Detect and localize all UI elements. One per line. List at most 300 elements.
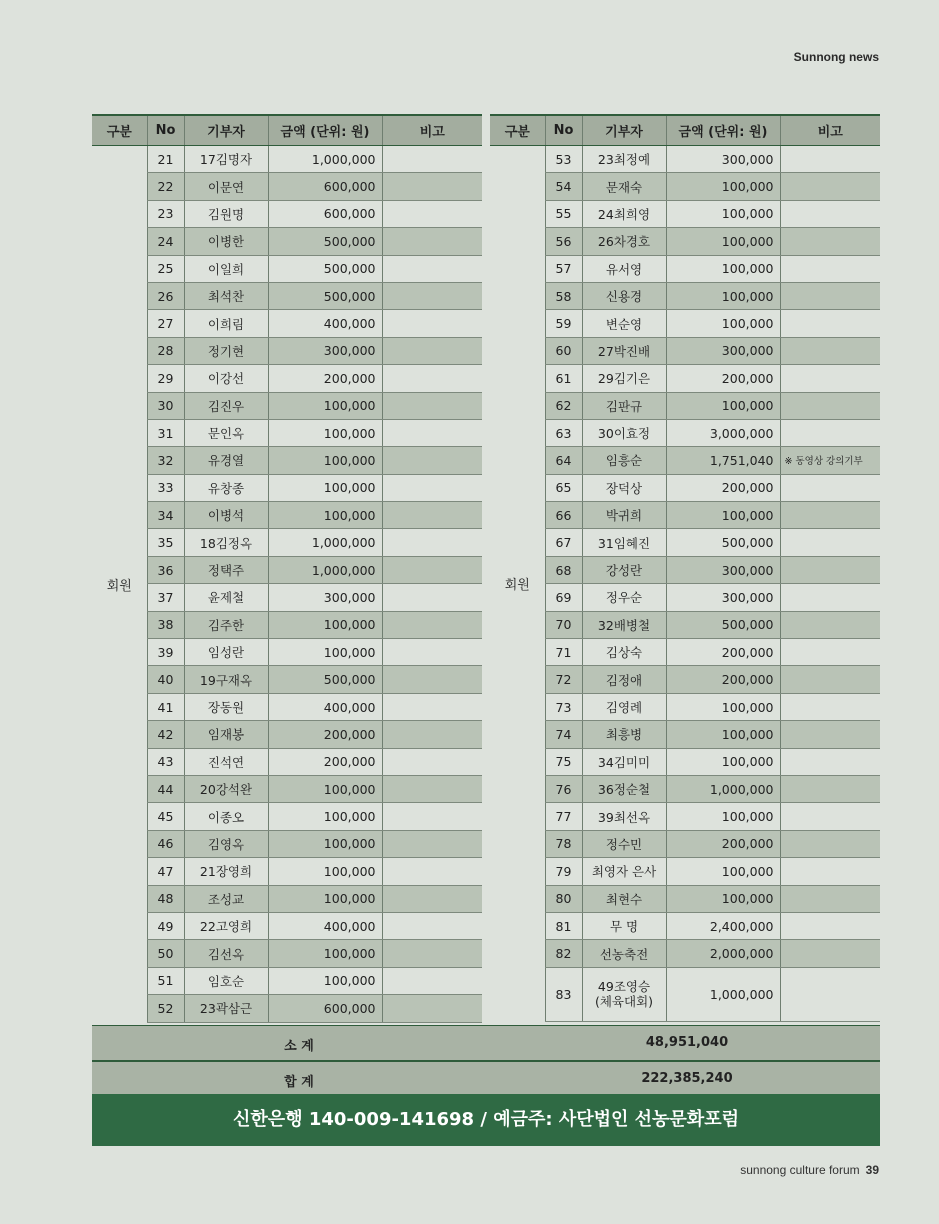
table-row	[92, 830, 482, 857]
row-number: 67	[545, 529, 582, 556]
donation-amount: 500,000	[666, 529, 780, 556]
row-number: 32	[147, 447, 184, 474]
note-cell	[382, 721, 482, 748]
row-number: 40	[147, 666, 184, 693]
donation-amount: 200,000	[666, 474, 780, 501]
note-cell	[382, 995, 482, 1022]
donation-amount: 100,000	[268, 858, 382, 885]
donation-amount: 1,000,000	[268, 146, 382, 173]
row-number: 34	[147, 502, 184, 529]
table-row	[92, 392, 482, 419]
note-cell	[382, 228, 482, 255]
donation-amount: 600,000	[268, 173, 382, 200]
row-number: 48	[147, 885, 184, 912]
donor-name: 임흥순	[582, 447, 666, 474]
table-row	[92, 885, 482, 912]
note-cell	[780, 365, 880, 392]
row-number: 60	[545, 337, 582, 364]
donation-amount: 400,000	[268, 693, 382, 720]
row-number: 26	[147, 282, 184, 309]
row-number: 77	[545, 803, 582, 830]
table-row	[490, 912, 880, 939]
donation-amount: 1,000,000	[666, 967, 780, 1021]
donation-amount: 400,000	[268, 912, 382, 939]
donor-name: 정우순	[582, 584, 666, 611]
table-row	[92, 611, 482, 638]
table-row	[490, 365, 880, 392]
row-number: 22	[147, 173, 184, 200]
donation-amount: 500,000	[666, 611, 780, 638]
donation-amount: 300,000	[666, 146, 780, 173]
table-row	[92, 173, 482, 200]
donation-table-right	[490, 114, 880, 1022]
donor-name: 김영옥	[184, 830, 268, 857]
donation-amount: 500,000	[268, 282, 382, 309]
table-header-row	[92, 115, 482, 146]
row-number: 25	[147, 255, 184, 282]
donation-amount: 3,000,000	[666, 419, 780, 446]
donor-name: 21장영희	[184, 858, 268, 885]
total-row	[92, 1060, 880, 1096]
table-row	[92, 365, 482, 392]
table-row	[92, 775, 482, 802]
table-row	[92, 584, 482, 611]
donor-name: 정기현	[184, 337, 268, 364]
row-number: 72	[545, 666, 582, 693]
col-donor: 기부자	[582, 115, 666, 146]
donation-amount: 200,000	[666, 639, 780, 666]
donor-name: 김주한	[184, 611, 268, 638]
donation-amount: 1,000,000	[268, 529, 382, 556]
donor-name: 36정순철	[582, 775, 666, 802]
note-cell	[382, 419, 482, 446]
donation-amount: 500,000	[268, 228, 382, 255]
table-row	[490, 639, 880, 666]
donor-name: 이병석	[184, 502, 268, 529]
table-row	[490, 337, 880, 364]
note-cell	[780, 748, 880, 775]
page-number: 39	[865, 1163, 879, 1177]
table-row	[92, 912, 482, 939]
table-row	[92, 474, 482, 501]
note-cell	[780, 721, 880, 748]
row-number: 54	[545, 173, 582, 200]
row-number: 24	[147, 228, 184, 255]
donation-amount: 2,400,000	[666, 912, 780, 939]
donation-amount: 100,000	[666, 173, 780, 200]
note-cell	[780, 830, 880, 857]
donation-amount: 100,000	[666, 721, 780, 748]
row-number: 65	[545, 474, 582, 501]
table-row	[490, 885, 880, 912]
row-number: 82	[545, 940, 582, 967]
donor-name: 김영례	[582, 693, 666, 720]
donor-name: 신용경	[582, 282, 666, 309]
table-row	[490, 392, 880, 419]
donation-amount: 200,000	[268, 721, 382, 748]
note-cell	[780, 419, 880, 446]
donor-name: 20강석완	[184, 775, 268, 802]
col-donor: 기부자	[184, 115, 268, 146]
note-cell	[382, 474, 482, 501]
donation-amount: 600,000	[268, 995, 382, 1022]
col-amount: 금액 (단위: 원)	[268, 115, 382, 146]
note-cell	[780, 502, 880, 529]
row-number: 49	[147, 912, 184, 939]
donor-name: 정수민	[582, 830, 666, 857]
note-cell	[382, 556, 482, 583]
note-cell	[780, 967, 880, 1021]
donation-amount: 1,751,040	[666, 447, 780, 474]
donor-name: 정택주	[184, 556, 268, 583]
row-number: 33	[147, 474, 184, 501]
total-value: 222,385,240	[641, 1071, 733, 1086]
row-number: 36	[147, 556, 184, 583]
table-row	[490, 775, 880, 802]
donor-name: 김상숙	[582, 639, 666, 666]
note-cell	[382, 337, 482, 364]
table-row	[92, 447, 482, 474]
donor-name: 장동원	[184, 693, 268, 720]
table-row	[92, 639, 482, 666]
note-cell	[382, 611, 482, 638]
subtotal-label: 소 계	[284, 1039, 314, 1054]
donor-name: 39최선옥	[582, 803, 666, 830]
note-cell	[780, 693, 880, 720]
table-row	[92, 995, 482, 1022]
table-row	[490, 502, 880, 529]
note-cell	[382, 775, 482, 802]
table-row	[92, 502, 482, 529]
row-number: 55	[545, 200, 582, 227]
donation-amount: 400,000	[268, 310, 382, 337]
subtotal-value: 48,951,040	[645, 1035, 729, 1050]
donation-amount: 100,000	[268, 885, 382, 912]
note-cell	[780, 803, 880, 830]
donation-amount: 100,000	[666, 885, 780, 912]
table-row	[92, 146, 482, 173]
note-cell	[780, 639, 880, 666]
row-number: 35	[147, 529, 184, 556]
donation-amount: 300,000	[268, 337, 382, 364]
donor-name: 24최희영	[582, 200, 666, 227]
table-row	[490, 967, 880, 1021]
donor-name: 이일희	[184, 255, 268, 282]
table-row	[92, 200, 482, 227]
donor-name: 22고영희	[184, 912, 268, 939]
row-number: 41	[147, 693, 184, 720]
note-cell	[382, 748, 482, 775]
donation-amount: 100,000	[666, 748, 780, 775]
row-number: 69	[545, 584, 582, 611]
donation-amount: 300,000	[666, 584, 780, 611]
row-number: 37	[147, 584, 184, 611]
row-number: 78	[545, 830, 582, 857]
row-number: 56	[545, 228, 582, 255]
donation-amount: 600,000	[268, 200, 382, 227]
donor-name: 장덕상	[582, 474, 666, 501]
donor-name: 김진우	[184, 392, 268, 419]
note-cell	[780, 666, 880, 693]
row-number: 74	[545, 721, 582, 748]
note-cell	[382, 940, 482, 967]
note-cell	[382, 282, 482, 309]
donation-amount: 100,000	[268, 474, 382, 501]
table-row	[92, 721, 482, 748]
category-cell: 회원	[106, 578, 132, 594]
donor-name: 진석연	[184, 748, 268, 775]
table-row	[490, 146, 880, 173]
table-row	[490, 748, 880, 775]
row-number: 73	[545, 693, 582, 720]
table-row	[92, 693, 482, 720]
row-number: 71	[545, 639, 582, 666]
row-number: 52	[147, 995, 184, 1022]
donation-amount: 100,000	[268, 502, 382, 529]
donation-amount: 1,000,000	[666, 775, 780, 802]
donor-name: 이문연	[184, 173, 268, 200]
note-cell: ※ 동영상 강의기부	[780, 447, 880, 474]
donation-amount: 200,000	[666, 830, 780, 857]
donation-amount: 100,000	[268, 803, 382, 830]
note-cell	[780, 940, 880, 967]
table-row	[92, 556, 482, 583]
donor-name: 최흥병	[582, 721, 666, 748]
donation-amount: 100,000	[666, 803, 780, 830]
donation-amount: 100,000	[666, 282, 780, 309]
table-row	[490, 282, 880, 309]
row-number: 50	[147, 940, 184, 967]
table-row	[490, 858, 880, 885]
col-note: 비고	[382, 115, 482, 146]
donation-amount: 100,000	[666, 858, 780, 885]
note-cell	[382, 365, 482, 392]
donation-amount: 300,000	[666, 337, 780, 364]
donor-name: 23곽삼근	[184, 995, 268, 1022]
row-number: 21	[147, 146, 184, 173]
table-row	[92, 748, 482, 775]
col-no: No	[545, 115, 582, 146]
donor-name: 이병한	[184, 228, 268, 255]
donor-name	[582, 967, 666, 1021]
table-row	[490, 173, 880, 200]
donation-amount: 100,000	[268, 967, 382, 994]
row-number: 76	[545, 775, 582, 802]
table-row	[490, 447, 880, 474]
note-cell	[382, 858, 482, 885]
col-no: No	[147, 115, 184, 146]
note-cell	[780, 584, 880, 611]
table-row	[490, 529, 880, 556]
donor-name: 김선옥	[184, 940, 268, 967]
donation-amount: 500,000	[268, 255, 382, 282]
donor-name: 34김미미	[582, 748, 666, 775]
bank-account-banner: 신한은행 140-009-141698 / 예금주: 사단법인 선농문화포럼	[92, 1094, 880, 1146]
table-row	[490, 556, 880, 583]
note-cell	[382, 173, 482, 200]
donor-name: 최석찬	[184, 282, 268, 309]
donation-amount: 100,000	[268, 639, 382, 666]
row-number: 46	[147, 830, 184, 857]
note-cell	[382, 447, 482, 474]
table-row	[490, 584, 880, 611]
section-title: Sunnong news	[793, 50, 879, 64]
donation-amount: 100,000	[268, 940, 382, 967]
note-cell	[382, 584, 482, 611]
donor-name: 이강선	[184, 365, 268, 392]
right-table-wrap	[490, 114, 880, 1022]
row-number: 47	[147, 858, 184, 885]
note-cell	[780, 173, 880, 200]
table-row	[490, 830, 880, 857]
note-cell	[780, 200, 880, 227]
donor-name: 유창종	[184, 474, 268, 501]
donation-amount: 1,000,000	[268, 556, 382, 583]
donor-name: 박귀희	[582, 502, 666, 529]
donor-name: 최영자 은사	[582, 858, 666, 885]
donor-name: 최현수	[582, 885, 666, 912]
donor-name: 문재숙	[582, 173, 666, 200]
donor-name: 17김명자	[184, 146, 268, 173]
donation-amount: 100,000	[268, 611, 382, 638]
col-amount: 금액 (단위: 원)	[666, 115, 780, 146]
category-cell: 회원	[504, 578, 530, 594]
total-label: 합 계	[284, 1075, 314, 1090]
note-cell	[382, 912, 482, 939]
row-number: 83	[545, 967, 582, 1021]
row-number: 80	[545, 885, 582, 912]
donor-name: 이종오	[184, 803, 268, 830]
table-row	[490, 611, 880, 638]
note-cell	[382, 392, 482, 419]
row-number: 64	[545, 447, 582, 474]
donation-amount: 100,000	[666, 693, 780, 720]
col-note: 비고	[780, 115, 880, 146]
row-number: 59	[545, 310, 582, 337]
donation-amount: 100,000	[666, 502, 780, 529]
donation-amount: 100,000	[666, 200, 780, 227]
table-row	[92, 940, 482, 967]
donation-amount: 100,000	[268, 419, 382, 446]
donation-amount: 200,000	[268, 748, 382, 775]
note-cell	[382, 803, 482, 830]
donor-name: 26차경호	[582, 228, 666, 255]
donor-name: 문인옥	[184, 419, 268, 446]
note-cell	[382, 200, 482, 227]
table-row	[92, 967, 482, 994]
note-cell	[382, 885, 482, 912]
donation-amount: 100,000	[666, 255, 780, 282]
donation-amount: 100,000	[666, 392, 780, 419]
table-row	[490, 721, 880, 748]
donor-name: 김원명	[184, 200, 268, 227]
row-number: 51	[147, 967, 184, 994]
table-row	[92, 419, 482, 446]
note-cell	[780, 556, 880, 583]
donor-name: 김판규	[582, 392, 666, 419]
row-number: 43	[147, 748, 184, 775]
row-number: 81	[545, 912, 582, 939]
row-number: 44	[147, 775, 184, 802]
donor-name: 29김기은	[582, 365, 666, 392]
donor-name-line2: (체육대회)	[594, 994, 654, 1010]
donor-name: 이희림	[184, 310, 268, 337]
donor-name: 18김정옥	[184, 529, 268, 556]
note-cell	[780, 529, 880, 556]
donation-amount: 200,000	[666, 365, 780, 392]
donor-name: 변순영	[582, 310, 666, 337]
note-cell	[780, 474, 880, 501]
table-row	[490, 940, 880, 967]
donor-name: 32배병철	[582, 611, 666, 638]
note-cell	[780, 392, 880, 419]
donation-amount: 100,000	[268, 392, 382, 419]
donor-name: 19구재옥	[184, 666, 268, 693]
row-number: 23	[147, 200, 184, 227]
row-number: 31	[147, 419, 184, 446]
table-row	[92, 282, 482, 309]
row-number: 30	[147, 392, 184, 419]
table-row	[490, 419, 880, 446]
row-number: 53	[545, 146, 582, 173]
donation-amount: 100,000	[268, 447, 382, 474]
donation-amount: 200,000	[666, 666, 780, 693]
note-cell	[382, 693, 482, 720]
note-cell	[780, 146, 880, 173]
donation-amount: 100,000	[666, 310, 780, 337]
row-number: 38	[147, 611, 184, 638]
row-number: 45	[147, 803, 184, 830]
donor-name: 무 명	[582, 912, 666, 939]
donation-amount: 200,000	[268, 365, 382, 392]
table-row	[92, 803, 482, 830]
subtotal-row	[92, 1025, 880, 1060]
table-row	[490, 310, 880, 337]
left-table-wrap	[92, 114, 482, 1023]
donation-amount: 100,000	[666, 228, 780, 255]
note-cell	[382, 830, 482, 857]
row-number: 70	[545, 611, 582, 638]
donation-amount: 100,000	[268, 830, 382, 857]
footer-text: sunnong culture forum	[740, 1163, 860, 1177]
note-cell	[382, 967, 482, 994]
donation-amount: 500,000	[268, 666, 382, 693]
note-cell	[780, 337, 880, 364]
col-category: 구분	[92, 115, 147, 146]
donor-name: 유서영	[582, 255, 666, 282]
table-row	[92, 337, 482, 364]
note-cell	[382, 146, 482, 173]
table-row	[490, 474, 880, 501]
note-cell	[780, 228, 880, 255]
table-row	[490, 666, 880, 693]
donor-name: 23최정예	[582, 146, 666, 173]
row-number: 75	[545, 748, 582, 775]
row-number: 27	[147, 310, 184, 337]
donation-amount: 300,000	[268, 584, 382, 611]
row-number: 66	[545, 502, 582, 529]
note-cell	[382, 666, 482, 693]
note-cell	[382, 310, 482, 337]
row-number: 29	[147, 365, 184, 392]
table-row	[490, 693, 880, 720]
donation-amount: 100,000	[268, 775, 382, 802]
page-footer	[740, 1163, 879, 1177]
donor-name: 임성란	[184, 639, 268, 666]
note-cell	[382, 255, 482, 282]
table-header-row	[490, 115, 880, 146]
table-row	[92, 228, 482, 255]
